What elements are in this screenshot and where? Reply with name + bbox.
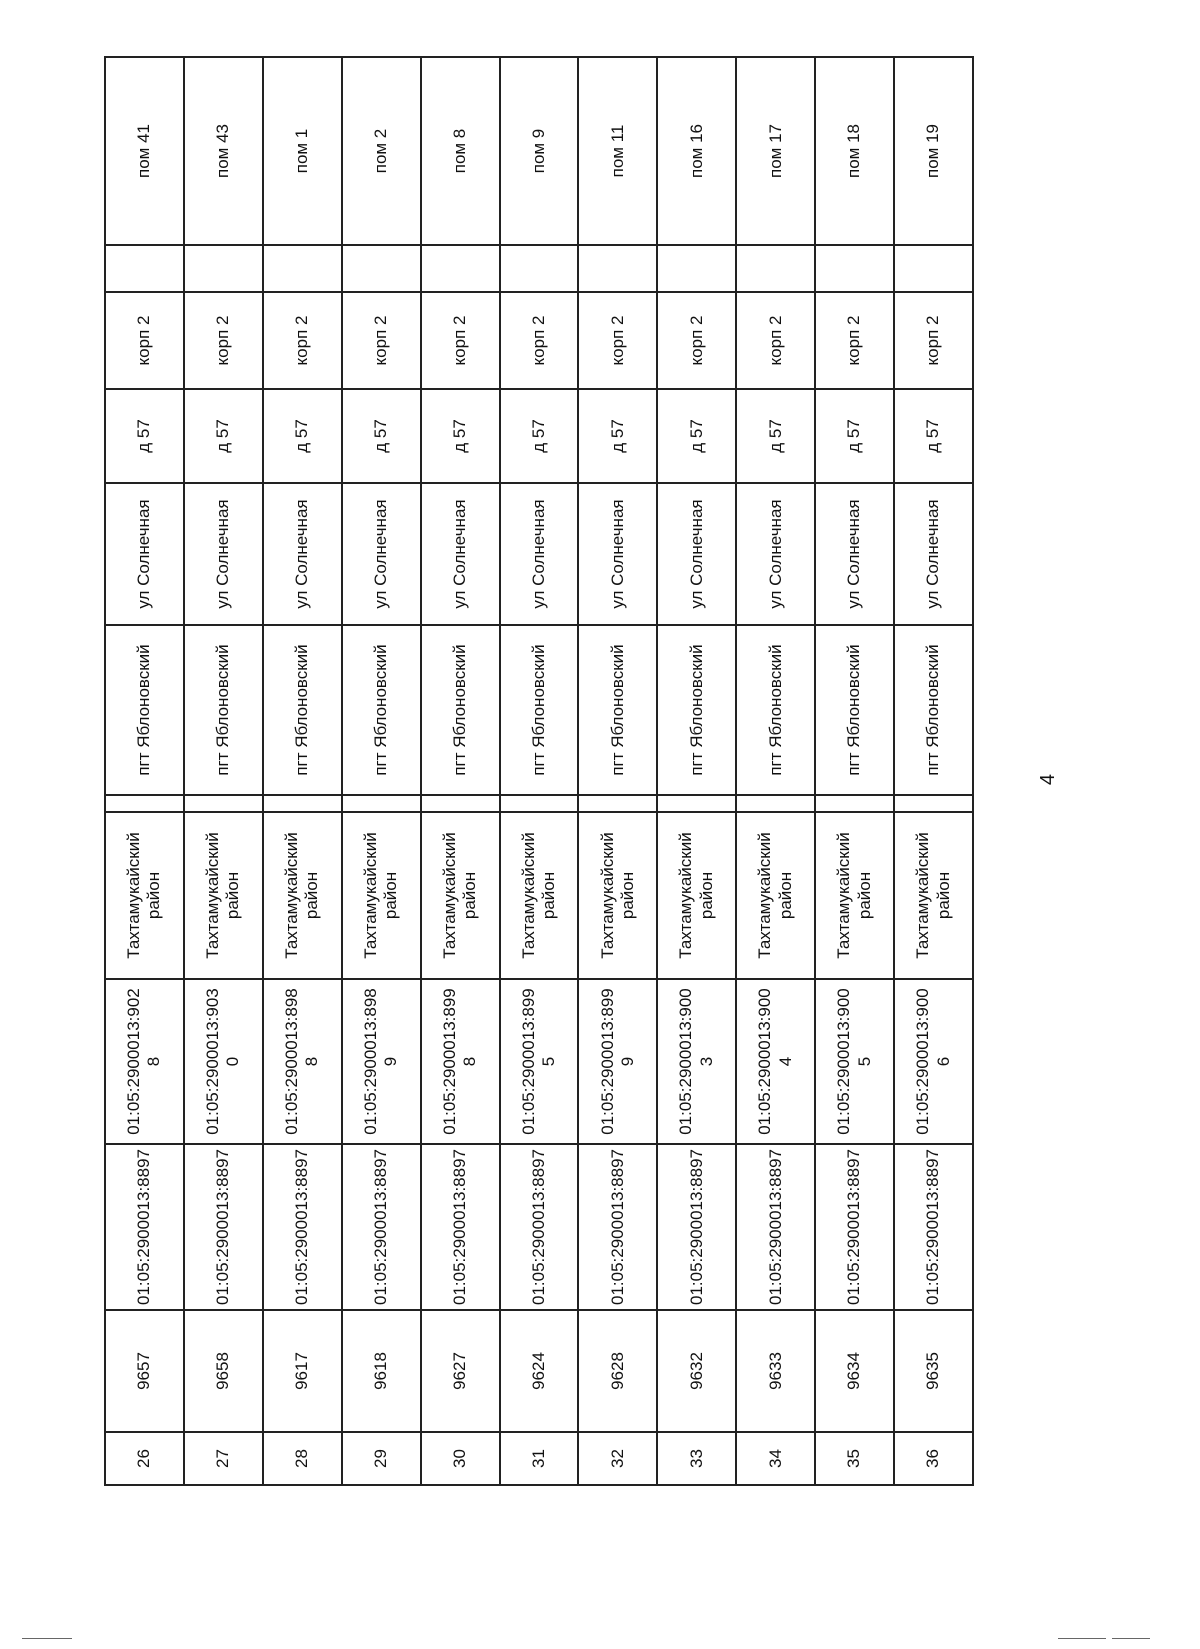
empty-cell bbox=[815, 245, 894, 292]
empty-cell bbox=[500, 795, 579, 812]
row-number-cell: 27 bbox=[184, 1432, 263, 1485]
row-number-cell: 34 bbox=[736, 1432, 815, 1485]
house-cell: д 57 bbox=[500, 389, 579, 483]
record-code-cell: 9632 bbox=[657, 1310, 736, 1432]
settlement-cell: пгт Яблоновский bbox=[500, 625, 579, 795]
street-cell: ул Солнечная bbox=[184, 483, 263, 625]
record-code-cell: 9633 bbox=[736, 1310, 815, 1432]
empty-cell bbox=[500, 245, 579, 292]
record-code-cell: 9658 bbox=[184, 1310, 263, 1432]
table-row bbox=[657, 57, 736, 1485]
room-cell: пом 43 bbox=[184, 57, 263, 245]
row-number-cell: 32 bbox=[578, 1432, 657, 1485]
building-cell: корп 2 bbox=[815, 292, 894, 389]
row-number-cell: 36 bbox=[894, 1432, 973, 1485]
cadastral-number-cell: 01:05:2900013:8988 bbox=[263, 979, 342, 1144]
cadastral-number-cell: 01:05:2900013:9005 bbox=[815, 979, 894, 1144]
settlement-cell: пгт Яблоновский bbox=[342, 625, 421, 795]
scan-mark bbox=[1058, 1638, 1106, 1639]
house-cell: д 57 bbox=[736, 389, 815, 483]
district-cell: Тахтамукайский район bbox=[342, 812, 421, 979]
table-row bbox=[815, 57, 894, 1485]
street-cell: ул Солнечная bbox=[657, 483, 736, 625]
building-cell: корп 2 bbox=[184, 292, 263, 389]
scan-mark bbox=[22, 1638, 72, 1639]
district-cell: Тахтамукайский район bbox=[578, 812, 657, 979]
house-cell: д 57 bbox=[815, 389, 894, 483]
settlement-cell: пгт Яблоновский bbox=[263, 625, 342, 795]
room-cell: пом 2 bbox=[342, 57, 421, 245]
empty-cell bbox=[184, 245, 263, 292]
cadastral-number-cell: 01:05:2900013:9028 bbox=[105, 979, 184, 1144]
settlement-cell: пгт Яблоновский bbox=[421, 625, 500, 795]
district-cell: Тахтамукайский район bbox=[500, 812, 579, 979]
settlement-cell: пгт Яблоновский bbox=[184, 625, 263, 795]
record-code-cell: 9617 bbox=[263, 1310, 342, 1432]
empty-cell bbox=[815, 795, 894, 812]
house-cell: д 57 bbox=[342, 389, 421, 483]
district-cell: Тахтамукайский район bbox=[184, 812, 263, 979]
empty-cell bbox=[263, 245, 342, 292]
table-row bbox=[500, 57, 579, 1485]
street-cell: ул Солнечная bbox=[578, 483, 657, 625]
table-row bbox=[578, 57, 657, 1485]
empty-cell bbox=[184, 795, 263, 812]
district-cell: Тахтамукайский район bbox=[657, 812, 736, 979]
parent-cadastral-cell: 01:05:2900013:8897 bbox=[105, 1144, 184, 1310]
building-cell: корп 2 bbox=[894, 292, 973, 389]
cadastral-number-cell: 01:05:2900013:9003 bbox=[657, 979, 736, 1144]
empty-cell bbox=[657, 795, 736, 812]
cadastral-number-cell: 01:05:2900013:9030 bbox=[184, 979, 263, 1144]
cadastral-number-cell: 01:05:2900013:8998 bbox=[421, 979, 500, 1144]
parent-cadastral-cell: 01:05:2900013:8897 bbox=[894, 1144, 973, 1310]
room-cell: пом 8 bbox=[421, 57, 500, 245]
district-cell: Тахтамукайский район bbox=[894, 812, 973, 979]
district-cell: Тахтамукайский район bbox=[263, 812, 342, 979]
empty-cell bbox=[578, 245, 657, 292]
row-number-cell: 31 bbox=[500, 1432, 579, 1485]
table-row bbox=[263, 57, 342, 1485]
record-code-cell: 9627 bbox=[421, 1310, 500, 1432]
parent-cadastral-cell: 01:05:2900013:8897 bbox=[736, 1144, 815, 1310]
table-row bbox=[342, 57, 421, 1485]
street-cell: ул Солнечная bbox=[736, 483, 815, 625]
settlement-cell: пгт Яблоновский bbox=[894, 625, 973, 795]
settlement-cell: пгт Яблоновский bbox=[736, 625, 815, 795]
row-number-cell: 30 bbox=[421, 1432, 500, 1485]
register-table-container bbox=[104, 58, 974, 1486]
empty-cell bbox=[736, 795, 815, 812]
empty-cell bbox=[894, 795, 973, 812]
table-row bbox=[736, 57, 815, 1485]
house-cell: д 57 bbox=[421, 389, 500, 483]
house-cell: д 57 bbox=[894, 389, 973, 483]
scan-mark bbox=[1112, 1638, 1150, 1639]
row-number-cell: 26 bbox=[105, 1432, 184, 1485]
empty-cell bbox=[105, 245, 184, 292]
table-row bbox=[184, 57, 263, 1485]
street-cell: ул Солнечная bbox=[894, 483, 973, 625]
empty-cell bbox=[421, 795, 500, 812]
page-number: 4 bbox=[1037, 773, 1060, 786]
empty-cell bbox=[342, 795, 421, 812]
empty-cell bbox=[105, 795, 184, 812]
street-cell: ул Солнечная bbox=[263, 483, 342, 625]
building-cell: корп 2 bbox=[421, 292, 500, 389]
street-cell: ул Солнечная bbox=[421, 483, 500, 625]
parent-cadastral-cell: 01:05:2900013:8897 bbox=[342, 1144, 421, 1310]
building-cell: корп 2 bbox=[342, 292, 421, 389]
parent-cadastral-cell: 01:05:2900013:8897 bbox=[657, 1144, 736, 1310]
district-cell: Тахтамукайский район bbox=[105, 812, 184, 979]
record-code-cell: 9634 bbox=[815, 1310, 894, 1432]
empty-cell bbox=[657, 245, 736, 292]
district-cell: Тахтамукайский район bbox=[815, 812, 894, 979]
house-cell: д 57 bbox=[657, 389, 736, 483]
empty-cell bbox=[736, 245, 815, 292]
row-number-cell: 33 bbox=[657, 1432, 736, 1485]
empty-cell bbox=[894, 245, 973, 292]
row-number-cell: 29 bbox=[342, 1432, 421, 1485]
building-cell: корп 2 bbox=[263, 292, 342, 389]
parent-cadastral-cell: 01:05:2900013:8897 bbox=[421, 1144, 500, 1310]
row-number-cell: 35 bbox=[815, 1432, 894, 1485]
table-row bbox=[105, 57, 184, 1485]
building-cell: корп 2 bbox=[500, 292, 579, 389]
property-register-table bbox=[104, 56, 974, 1486]
empty-cell bbox=[263, 795, 342, 812]
room-cell: пом 1 bbox=[263, 57, 342, 245]
street-cell: ул Солнечная bbox=[105, 483, 184, 625]
room-cell: пом 41 bbox=[105, 57, 184, 245]
register-table-body bbox=[105, 57, 973, 1485]
empty-cell bbox=[578, 795, 657, 812]
parent-cadastral-cell: 01:05:2900013:8897 bbox=[263, 1144, 342, 1310]
cadastral-number-cell: 01:05:2900013:8999 bbox=[578, 979, 657, 1144]
building-cell: корп 2 bbox=[578, 292, 657, 389]
building-cell: корп 2 bbox=[736, 292, 815, 389]
parent-cadastral-cell: 01:05:2900013:8897 bbox=[500, 1144, 579, 1310]
house-cell: д 57 bbox=[578, 389, 657, 483]
empty-cell bbox=[421, 245, 500, 292]
street-cell: ул Солнечная bbox=[815, 483, 894, 625]
empty-cell bbox=[342, 245, 421, 292]
row-number-cell: 28 bbox=[263, 1432, 342, 1485]
settlement-cell: пгт Яблоновский bbox=[657, 625, 736, 795]
cadastral-number-cell: 01:05:2900013:8995 bbox=[500, 979, 579, 1144]
parent-cadastral-cell: 01:05:2900013:8897 bbox=[815, 1144, 894, 1310]
street-cell: ул Солнечная bbox=[500, 483, 579, 625]
table-row bbox=[421, 57, 500, 1485]
building-cell: корп 2 bbox=[657, 292, 736, 389]
record-code-cell: 9618 bbox=[342, 1310, 421, 1432]
room-cell: пом 16 bbox=[657, 57, 736, 245]
house-cell: д 57 bbox=[263, 389, 342, 483]
district-cell: Тахтамукайский район bbox=[736, 812, 815, 979]
house-cell: д 57 bbox=[184, 389, 263, 483]
room-cell: пом 11 bbox=[578, 57, 657, 245]
settlement-cell: пгт Яблоновский bbox=[578, 625, 657, 795]
district-cell: Тахтамукайский район bbox=[421, 812, 500, 979]
building-cell: корп 2 bbox=[105, 292, 184, 389]
settlement-cell: пгт Яблоновский bbox=[815, 625, 894, 795]
record-code-cell: 9628 bbox=[578, 1310, 657, 1432]
room-cell: пом 18 bbox=[815, 57, 894, 245]
room-cell: пом 19 bbox=[894, 57, 973, 245]
cadastral-number-cell: 01:05:2900013:8989 bbox=[342, 979, 421, 1144]
record-code-cell: 9657 bbox=[105, 1310, 184, 1432]
record-code-cell: 9624 bbox=[500, 1310, 579, 1432]
cadastral-number-cell: 01:05:2900013:9004 bbox=[736, 979, 815, 1144]
room-cell: пом 17 bbox=[736, 57, 815, 245]
parent-cadastral-cell: 01:05:2900013:8897 bbox=[184, 1144, 263, 1310]
record-code-cell: 9635 bbox=[894, 1310, 973, 1432]
settlement-cell: пгт Яблоновский bbox=[105, 625, 184, 795]
house-cell: д 57 bbox=[105, 389, 184, 483]
cadastral-number-cell: 01:05:2900013:9006 bbox=[894, 979, 973, 1144]
table-row bbox=[894, 57, 973, 1485]
room-cell: пом 9 bbox=[500, 57, 579, 245]
street-cell: ул Солнечная bbox=[342, 483, 421, 625]
parent-cadastral-cell: 01:05:2900013:8897 bbox=[578, 1144, 657, 1310]
